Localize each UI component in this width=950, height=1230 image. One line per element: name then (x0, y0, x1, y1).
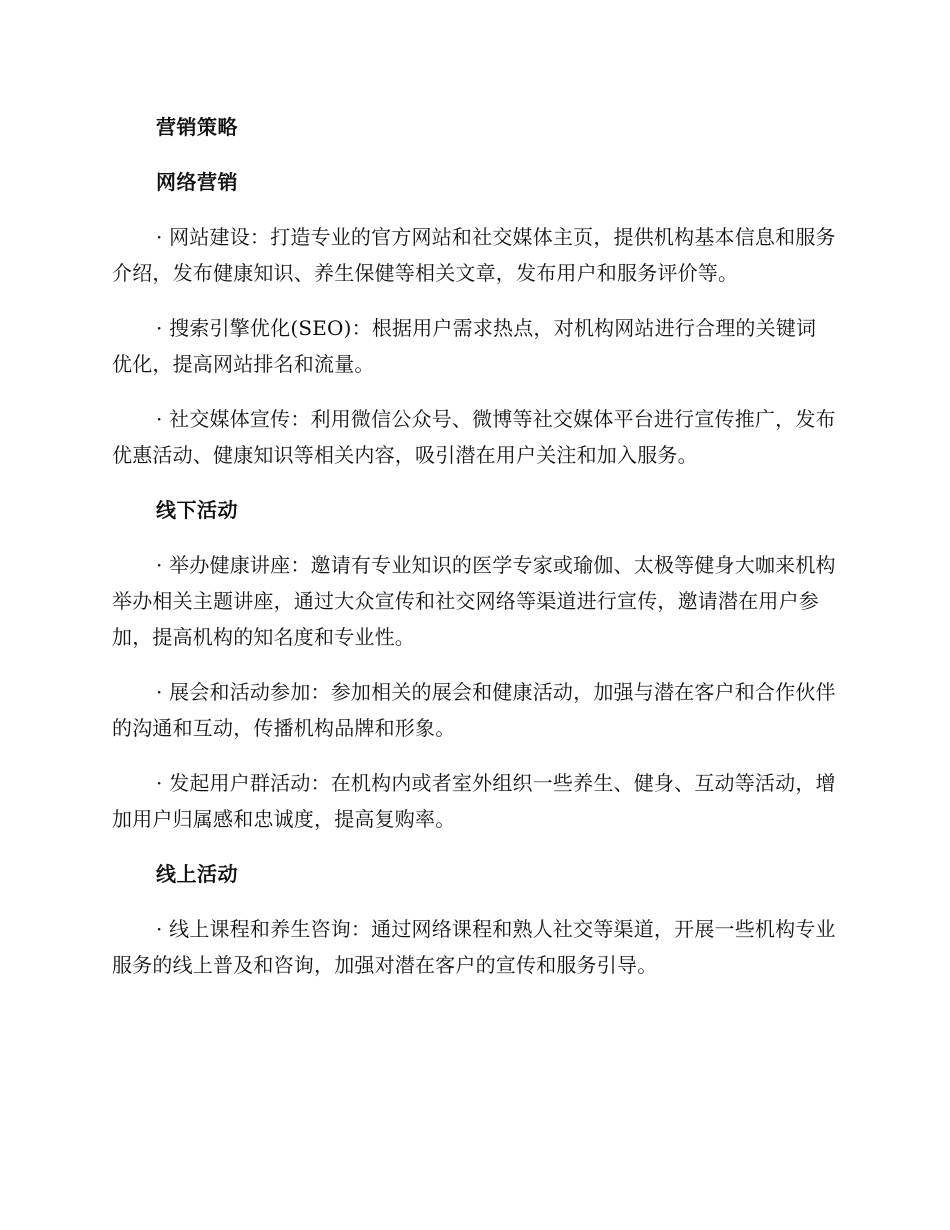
paragraph-health-lectures: · 举办健康讲座：邀请有专业知识的医学专家或瑜伽、太极等健身大咖来机构举办相关主题讲座，通过大众宣传和社交网络等渠道进行宣传，邀请潜在用户参加，提高机构的知名度和专业性。 (112, 553, 836, 649)
section-heading-online-marketing: 网络营销 (156, 170, 238, 194)
paragraph-website-building: · 网站建设：打造专业的官方网站和社交媒体主页，提供机构基本信息和服务介绍，发布健康知识、养生保健等相关文章，发布用户和服务评价等。 (112, 225, 836, 285)
document-body (112, 109, 836, 1002)
paragraph-online-courses: · 线上课程和养生咨询：通过网络课程和熟人社交等渠道，开展一些机构专业服务的线上普及和咨询，加强对潜在客户的宣传和服务引导。 (112, 917, 836, 977)
section-heading-offline-activities: 线下活动 (156, 498, 238, 522)
paragraph-social-media: · 社交媒体宣传：利用微信公众号、微博等社交媒体平台进行宣传推广，发布优惠活动、健康知识等相关内容，吸引潜在用户关注和加入服务。 (112, 407, 836, 467)
paragraph-seo: · 搜索引擎优化(SEO)：根据用户需求热点，对机构网站进行合理的关键词优化，提高网站排名和流量。 (112, 316, 817, 376)
section-heading-marketing-strategy: 营销策略 (156, 115, 238, 139)
paragraph-user-group-activities: · 发起用户群活动：在机构内或者室外组织一些养生、健身、互动等活动，增加用户归属感和忠诚度，提高复购率。 (112, 771, 836, 831)
paragraph-exhibitions: · 展会和活动参加：参加相关的展会和健康活动，加强与潜在客户和合作伙伴的沟通和互动，传播机构品牌和形象。 (112, 680, 836, 740)
section-heading-online-activities: 线上活动 (156, 862, 238, 886)
